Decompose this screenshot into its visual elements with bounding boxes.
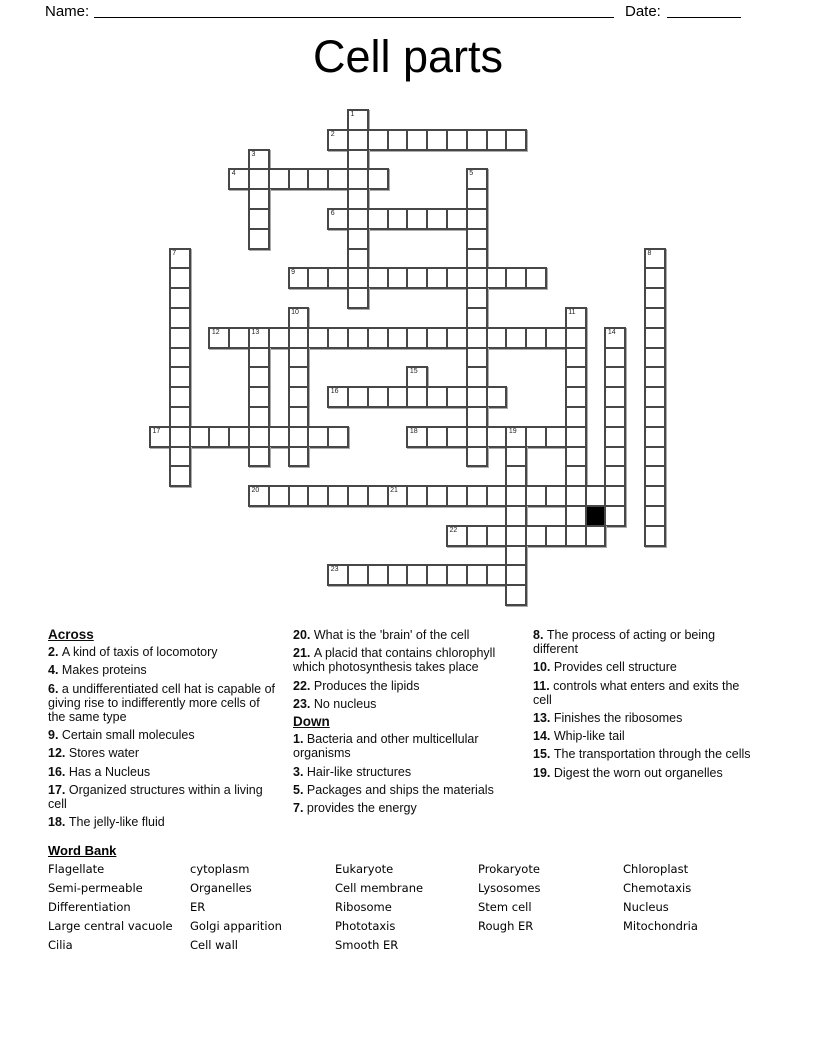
grid-cell[interactable] xyxy=(565,505,587,527)
grid-cell[interactable] xyxy=(426,267,448,289)
grid-cell[interactable] xyxy=(466,485,488,507)
grid-cell[interactable] xyxy=(505,327,527,349)
grid-cell[interactable] xyxy=(288,386,310,408)
grid-cell[interactable] xyxy=(268,485,290,507)
word-bank-item: Phototaxis xyxy=(335,919,396,933)
clue-8: 8. The process of acting or being different xyxy=(533,628,716,657)
grid-cell[interactable] xyxy=(604,327,626,349)
grid-cell[interactable] xyxy=(387,129,409,151)
cell-number: 19 xyxy=(508,427,517,435)
grid-cell[interactable] xyxy=(505,426,527,448)
date-line xyxy=(667,3,741,18)
cell-number: 18 xyxy=(409,427,418,435)
grid-cell[interactable] xyxy=(446,267,468,289)
grid-cell[interactable] xyxy=(565,406,587,428)
cell-number: 1 xyxy=(350,111,355,118)
grid-cell[interactable] xyxy=(208,327,230,349)
grid-cell[interactable] xyxy=(169,248,191,270)
word-bank-item: Ribosome xyxy=(335,900,392,914)
grid-cell[interactable] xyxy=(565,485,587,507)
grid-cell[interactable] xyxy=(426,208,448,230)
word-bank-item: cytoplasm xyxy=(190,862,250,876)
grid-cell[interactable] xyxy=(347,267,369,289)
grid-cell[interactable] xyxy=(525,267,547,289)
grid-cell[interactable] xyxy=(565,327,587,349)
grid-cell[interactable] xyxy=(525,485,547,507)
grid-cell[interactable] xyxy=(169,406,191,428)
grid-cell[interactable] xyxy=(248,347,270,369)
clue-column-1 xyxy=(48,628,280,833)
grid-cell[interactable] xyxy=(644,287,666,309)
name-line xyxy=(94,3,614,18)
grid-cell[interactable] xyxy=(525,426,547,448)
grid-cell[interactable] xyxy=(545,327,567,349)
grid-cell[interactable] xyxy=(406,267,428,289)
grid-cell[interactable] xyxy=(268,327,290,349)
cell-number: 14 xyxy=(607,328,616,336)
grid-cell[interactable] xyxy=(446,564,468,586)
grid-cell[interactable] xyxy=(347,327,369,349)
grid-cell[interactable] xyxy=(446,208,468,230)
grid-cell[interactable] xyxy=(288,267,310,289)
grid-cell[interactable] xyxy=(169,347,191,369)
word-bank-item: Mitochondria xyxy=(623,919,698,933)
grid-cell[interactable] xyxy=(505,545,527,567)
cell-number: 21 xyxy=(390,487,398,495)
grid-cell[interactable] xyxy=(604,446,626,468)
grid-cell[interactable] xyxy=(347,168,369,190)
grid-cell[interactable] xyxy=(327,129,349,151)
grid-cell[interactable] xyxy=(466,426,488,448)
grid-cell[interactable] xyxy=(406,386,428,408)
grid-cell[interactable] xyxy=(604,426,626,448)
clue-10: 10. Provides cell structure xyxy=(533,660,677,675)
grid-cell[interactable] xyxy=(248,426,270,448)
grid-cell[interactable] xyxy=(387,267,409,289)
grid-cell[interactable] xyxy=(466,168,488,190)
clue-21: 21. A placid that contains chlorophyll which photosynthesis takes place xyxy=(293,646,496,675)
grid-cell[interactable] xyxy=(406,129,428,151)
grid-cell[interactable] xyxy=(169,465,191,487)
grid-cell[interactable] xyxy=(327,168,349,190)
grid-cell[interactable] xyxy=(347,149,369,171)
grid-cell[interactable] xyxy=(466,228,488,250)
grid-cell[interactable] xyxy=(426,426,448,448)
grid-cell[interactable] xyxy=(486,485,508,507)
grid-cell[interactable] xyxy=(228,327,250,349)
grid-cell[interactable] xyxy=(169,386,191,408)
grid-cell[interactable] xyxy=(288,327,310,349)
grid-cell[interactable] xyxy=(189,426,211,448)
grid-cell[interactable] xyxy=(446,129,468,151)
grid-cell[interactable] xyxy=(406,366,428,388)
grid-cell[interactable] xyxy=(387,485,409,507)
clue-section-header-across: Across xyxy=(48,627,94,642)
word-bank-item: Smooth ER xyxy=(335,938,399,952)
clue-5: 5. Packages and ships the materials xyxy=(293,782,494,797)
word-bank-item: Nucleus xyxy=(623,900,669,914)
grid-cell[interactable] xyxy=(367,386,389,408)
cell-number: 6 xyxy=(330,210,335,217)
grid-cell[interactable] xyxy=(604,485,626,507)
grid-cell[interactable] xyxy=(585,485,607,507)
cell-number: 3 xyxy=(251,150,256,158)
grid-cell[interactable] xyxy=(565,465,587,487)
grid-cell[interactable] xyxy=(486,426,508,448)
clue-20: 20. What is the 'brain' of the cell xyxy=(293,628,470,642)
grid-cell[interactable] xyxy=(387,327,409,349)
word-bank-item: Stem cell xyxy=(478,900,532,914)
grid-cell[interactable] xyxy=(486,564,508,586)
grid-cell[interactable] xyxy=(347,564,369,586)
clue-7: 7. provides the energy xyxy=(293,801,417,816)
grid-cell[interactable] xyxy=(604,465,626,487)
grid-cell[interactable] xyxy=(367,208,389,230)
grid-cell[interactable] xyxy=(367,327,389,349)
grid-cell[interactable] xyxy=(505,584,527,606)
grid-cell[interactable] xyxy=(565,525,587,547)
grid-cell[interactable] xyxy=(426,327,448,349)
grid-cell[interactable] xyxy=(466,347,488,369)
word-bank-item: Cell membrane xyxy=(335,881,424,895)
clue-15: 15. The transportation through the cells xyxy=(533,747,751,762)
grid-cell[interactable] xyxy=(248,149,270,171)
clue-12: 12. Stores water xyxy=(48,746,140,761)
grid-cell[interactable] xyxy=(387,564,409,586)
grid-cell[interactable] xyxy=(486,327,508,349)
cell-number: 15 xyxy=(409,368,418,376)
grid-cell[interactable] xyxy=(466,267,488,289)
grid-cell[interactable] xyxy=(327,267,349,289)
blocked-cell xyxy=(585,505,607,527)
grid-cell[interactable] xyxy=(307,168,329,190)
grid-cell[interactable] xyxy=(644,307,666,329)
grid-cell[interactable] xyxy=(604,366,626,388)
grid-cell[interactable] xyxy=(288,168,310,190)
word-bank-column xyxy=(623,862,773,957)
clue-13: 13. Finishes the ribosomes xyxy=(533,711,683,726)
grid-cell[interactable] xyxy=(466,366,488,388)
grid-cell[interactable] xyxy=(505,267,527,289)
grid-cell[interactable] xyxy=(248,386,270,408)
clue-23: 23. No nucleus xyxy=(293,696,377,711)
grid-cell[interactable] xyxy=(347,485,369,507)
cell-number: 10 xyxy=(291,309,299,316)
clue-22: 22. Produces the lipids xyxy=(293,678,420,693)
grid-cell[interactable] xyxy=(248,446,270,468)
grid-cell[interactable] xyxy=(367,564,389,586)
cell-number: 17 xyxy=(152,427,161,435)
grid-cell[interactable] xyxy=(288,485,310,507)
word-bank-item: Golgi apparition xyxy=(190,919,282,933)
grid-cell[interactable] xyxy=(644,347,666,369)
grid-cell[interactable] xyxy=(228,426,250,448)
grid-cell[interactable] xyxy=(565,446,587,468)
grid-cell[interactable] xyxy=(367,129,389,151)
grid-cell[interactable] xyxy=(248,406,270,428)
grid-cell[interactable] xyxy=(604,347,626,369)
grid-cell[interactable] xyxy=(268,168,290,190)
cell-number: 5 xyxy=(469,170,474,178)
clue-6: 6. a undifferentiated cell hat is capable of giving rise to indifferently more cells of the same type xyxy=(48,681,276,725)
grid-cell[interactable] xyxy=(169,287,191,309)
word-bank-item: ER xyxy=(190,900,206,914)
grid-cell[interactable] xyxy=(307,267,329,289)
cell-number: 20 xyxy=(251,487,260,495)
clue-3: 3. Hair-like structures xyxy=(293,764,412,779)
grid-cell[interactable] xyxy=(347,129,369,151)
grid-cell[interactable] xyxy=(644,505,666,527)
grid-cell[interactable] xyxy=(466,307,488,329)
grid-cell[interactable] xyxy=(644,446,666,468)
grid-cell[interactable] xyxy=(525,525,547,547)
grid-cell[interactable] xyxy=(327,426,349,448)
grid-cell[interactable] xyxy=(644,267,666,289)
grid-cell[interactable] xyxy=(248,208,270,230)
grid-cell[interactable] xyxy=(505,505,527,527)
grid-cell[interactable] xyxy=(466,525,488,547)
page-title: Cell parts xyxy=(312,31,504,82)
grid-cell[interactable] xyxy=(446,386,468,408)
clue-section-header-down: Down xyxy=(293,714,330,730)
word-bank-item: Differentiation xyxy=(48,900,131,914)
grid-cell[interactable] xyxy=(545,426,567,448)
cell-number: 8 xyxy=(647,249,652,257)
grid-cell[interactable] xyxy=(466,248,488,270)
word-bank-item: Large central vacuole xyxy=(48,919,173,933)
word-bank-item: Cilia xyxy=(48,938,73,952)
grid-cell[interactable] xyxy=(466,446,488,468)
grid-cell[interactable] xyxy=(446,426,468,448)
grid-cell[interactable] xyxy=(347,109,369,131)
grid-cell[interactable] xyxy=(644,386,666,408)
clue-18: 18. The jelly-like fluid xyxy=(48,815,165,830)
cell-number: 11 xyxy=(568,309,576,316)
cell-number: 22 xyxy=(449,526,458,534)
cell-number: 16 xyxy=(330,388,339,396)
word-bank-item: Lysosomes xyxy=(478,881,541,895)
grid-cell[interactable] xyxy=(565,426,587,448)
grid-cell[interactable] xyxy=(288,426,310,448)
grid-cell[interactable] xyxy=(644,366,666,388)
word-bank-item: Flagellate xyxy=(48,862,105,876)
grid-cell[interactable] xyxy=(426,564,448,586)
grid-cell[interactable] xyxy=(248,188,270,210)
grid-cell[interactable] xyxy=(347,228,369,250)
grid-cell[interactable] xyxy=(327,485,349,507)
cell-number: 4 xyxy=(231,170,236,178)
word-bank-item: Chemotaxis xyxy=(623,881,692,895)
grid-cell[interactable] xyxy=(525,327,547,349)
grid-cell[interactable] xyxy=(446,485,468,507)
grid-cell[interactable] xyxy=(585,525,607,547)
grid-cell[interactable] xyxy=(169,366,191,388)
cell-number: 23 xyxy=(330,566,339,574)
grid-cell[interactable] xyxy=(169,446,191,468)
grid-cell[interactable] xyxy=(307,485,329,507)
name-label: Name: xyxy=(45,3,90,20)
cell-number: 2 xyxy=(330,130,335,138)
grid-cell[interactable] xyxy=(288,307,310,329)
cell-number: 9 xyxy=(291,269,295,277)
grid-cell[interactable] xyxy=(288,406,310,428)
grid-cell[interactable] xyxy=(367,485,389,507)
grid-cell[interactable] xyxy=(505,485,527,507)
clue-column-3 xyxy=(533,628,758,784)
grid-cell[interactable] xyxy=(446,525,468,547)
grid-cell[interactable] xyxy=(248,327,270,349)
grid-cell[interactable] xyxy=(426,485,448,507)
grid-cell[interactable] xyxy=(406,426,428,448)
clue-14: 14. Whip-like tail xyxy=(533,729,625,744)
grid-cell[interactable] xyxy=(466,188,488,210)
grid-cell[interactable] xyxy=(367,168,389,190)
grid-cell[interactable] xyxy=(545,485,567,507)
grid-cell[interactable] xyxy=(466,564,488,586)
word-bank-item: Organelles xyxy=(190,881,252,895)
grid-cell[interactable] xyxy=(288,446,310,468)
grid-cell[interactable] xyxy=(149,426,171,448)
grid-cell[interactable] xyxy=(565,386,587,408)
clue-1: 1. Bacteria and other multicellular organisms xyxy=(293,732,479,761)
grid-cell[interactable] xyxy=(208,426,230,448)
grid-cell[interactable] xyxy=(327,208,349,230)
grid-cell[interactable] xyxy=(644,406,666,428)
clue-11: 11. controls what enters and exits the cell xyxy=(533,678,740,707)
grid-cell[interactable] xyxy=(327,564,349,586)
grid-cell[interactable] xyxy=(486,267,508,289)
grid-cell[interactable] xyxy=(387,386,409,408)
grid-cell[interactable] xyxy=(327,386,349,408)
grid-cell[interactable] xyxy=(248,168,270,190)
grid-cell[interactable] xyxy=(268,426,290,448)
grid-cell[interactable] xyxy=(644,465,666,487)
clue-19: 19. Digest the worn out organelles xyxy=(533,765,723,780)
grid-cell[interactable] xyxy=(288,366,310,388)
grid-cell[interactable] xyxy=(426,386,448,408)
grid-cell[interactable] xyxy=(486,129,508,151)
grid-cell[interactable] xyxy=(169,267,191,289)
clue-4: 4. Makes proteins xyxy=(48,663,147,678)
grid-cell[interactable] xyxy=(406,208,428,230)
grid-cell[interactable] xyxy=(486,525,508,547)
word-bank-item: Semi-permeable xyxy=(48,881,143,895)
word-bank-column xyxy=(190,862,335,957)
cell-number: 12 xyxy=(211,328,220,336)
word-bank-item: Cell wall xyxy=(190,938,238,952)
grid-cell[interactable] xyxy=(604,505,626,527)
grid-cell[interactable] xyxy=(466,386,488,408)
grid-cell[interactable] xyxy=(446,327,468,349)
grid-cell[interactable] xyxy=(565,347,587,369)
grid-cell[interactable] xyxy=(644,327,666,349)
cell-number: 13 xyxy=(251,328,260,336)
word-bank-item: Prokaryote xyxy=(478,862,540,876)
grid-cell[interactable] xyxy=(347,208,369,230)
grid-cell[interactable] xyxy=(406,564,428,586)
grid-cell[interactable] xyxy=(347,386,369,408)
grid-cell[interactable] xyxy=(387,208,409,230)
grid-cell[interactable] xyxy=(545,525,567,547)
grid-cell[interactable] xyxy=(644,248,666,270)
word-bank-item: Chloroplast xyxy=(623,862,689,876)
grid-cell[interactable] xyxy=(466,327,488,349)
word-bank-column xyxy=(335,862,478,957)
word-bank-columns xyxy=(48,862,788,957)
grid-cell[interactable] xyxy=(604,386,626,408)
clue-2: 2. A kind of taxis of locomotory xyxy=(48,645,218,660)
clue-column-2 xyxy=(293,628,507,819)
word-bank-column xyxy=(478,862,623,957)
grid-cell[interactable] xyxy=(466,406,488,428)
grid-cell[interactable] xyxy=(505,525,527,547)
grid-cell[interactable] xyxy=(426,129,448,151)
grid-cell[interactable] xyxy=(565,366,587,388)
grid-cell[interactable] xyxy=(367,267,389,289)
grid-cell[interactable] xyxy=(406,327,428,349)
clue-9: 9. Certain small molecules xyxy=(48,728,195,743)
grid-cell[interactable] xyxy=(406,485,428,507)
clue-16: 16. Has a Nucleus xyxy=(48,764,151,779)
grid-cell[interactable] xyxy=(288,347,310,369)
grid-cell[interactable] xyxy=(307,327,329,349)
word-bank-item: Rough ER xyxy=(478,919,534,933)
clue-17: 17. Organized structures within a living cell xyxy=(48,782,263,812)
word-bank-column xyxy=(48,862,190,957)
grid-cell[interactable] xyxy=(505,129,527,151)
grid-cell[interactable] xyxy=(228,168,250,190)
grid-cell[interactable] xyxy=(169,307,191,329)
cell-number: 7 xyxy=(172,249,177,257)
grid-cell[interactable] xyxy=(644,485,666,507)
grid-cell[interactable] xyxy=(466,287,488,309)
grid-cell[interactable] xyxy=(169,426,191,448)
grid-cell[interactable] xyxy=(565,307,587,329)
grid-cell[interactable] xyxy=(505,446,527,468)
grid-cell[interactable] xyxy=(466,208,488,230)
grid-cell[interactable] xyxy=(644,426,666,448)
grid-cell[interactable] xyxy=(169,327,191,349)
grid-cell[interactable] xyxy=(486,386,508,408)
grid-cell[interactable] xyxy=(466,129,488,151)
grid-cell[interactable] xyxy=(248,228,270,250)
date-label: Date: xyxy=(625,3,661,20)
grid-cell[interactable] xyxy=(347,188,369,210)
word-bank-header: Word Bank xyxy=(48,843,117,858)
grid-cell[interactable] xyxy=(327,327,349,349)
word-bank-item: Eukaryote xyxy=(335,862,394,876)
grid-cell[interactable] xyxy=(644,525,666,547)
grid-cell[interactable] xyxy=(347,248,369,270)
grid-cell[interactable] xyxy=(604,406,626,428)
grid-cell[interactable] xyxy=(248,485,270,507)
grid-cell[interactable] xyxy=(248,366,270,388)
grid-cell[interactable] xyxy=(307,426,329,448)
grid-cell[interactable] xyxy=(505,465,527,487)
grid-cell[interactable] xyxy=(505,564,527,586)
grid-cell[interactable] xyxy=(347,287,369,309)
